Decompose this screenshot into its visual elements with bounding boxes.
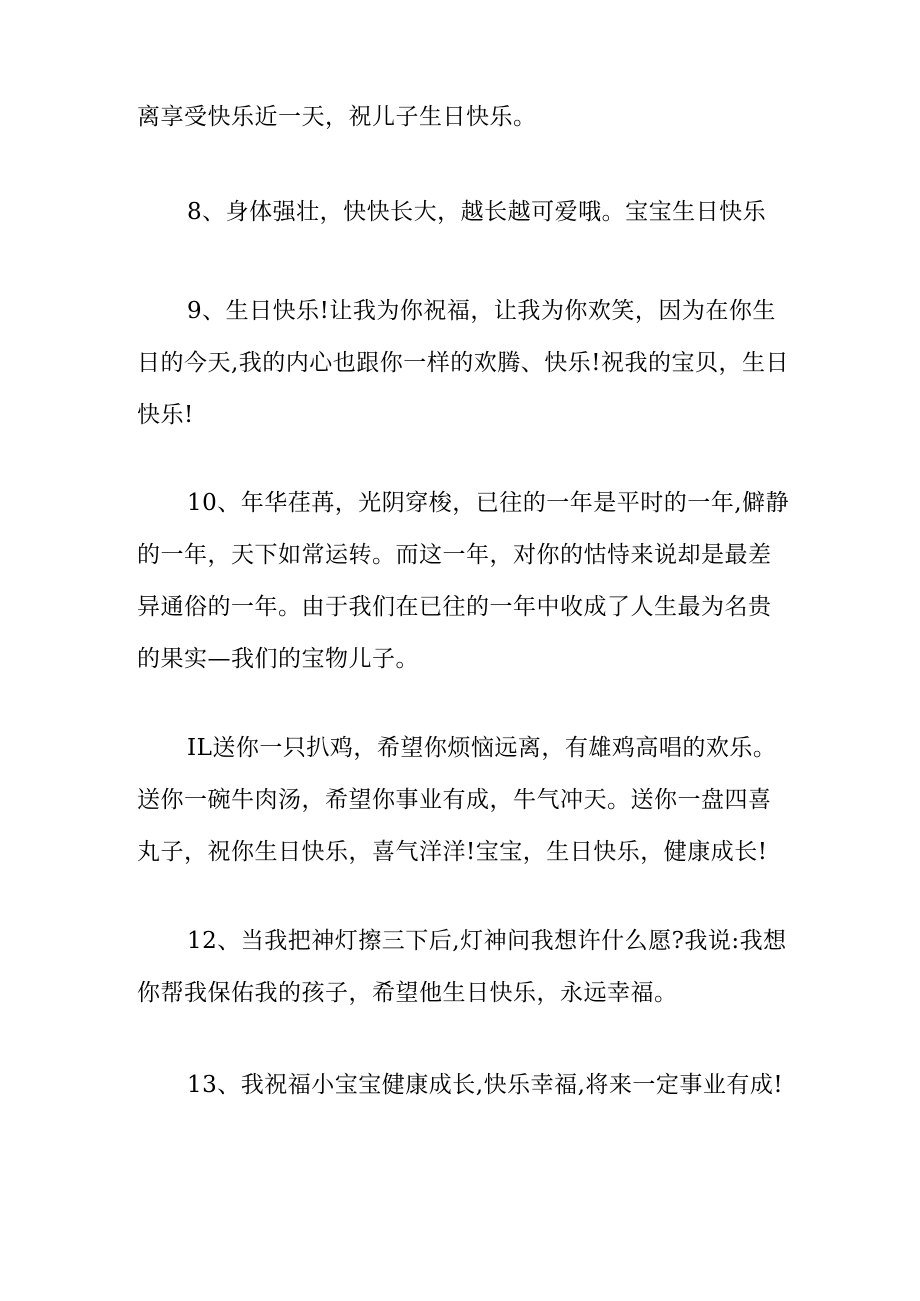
paragraph-item-9: 9、生日快乐!让我为你祝福，让我为你欢笑，因为在你生日的今天,我的内心也跟你一样的欢腾、快乐!祝我的宝贝，生日快乐! [137, 298, 790, 428]
paragraph-item-10: 10、年华荏苒，光阴穿梭，已往的一年是平时的一年,僻静的一年，天下如常运转。而这一年，对你的怙恃来说却是最差异通俗的一年。由于我们在已往的一年中收成了人生最为名贵的果实—我们的宝物儿子。 [137, 490, 790, 672]
paragraph-continuation: 离享受快乐近一天，祝儿子生日快乐。 [137, 104, 537, 130]
paragraph-item-12: 12、当我把神灯擦三下后,灯神问我想许什么愿?我说:我想你帮我保佑我的孩子，希望他生日快乐，永远幸福。 [137, 928, 787, 1006]
paragraph-item-8: 8、身体强壮，快快长大，越长越可爱哦。宝宝生日快乐 [187, 199, 767, 225]
paragraph-item-11: IL送你一只扒鸡，希望你烦恼远离，有雄鸡高唱的欢乐。送你一碗牛肉汤，希望你事业有成，牛气冲天。送你一盘四喜丸子，祝你生日快乐，喜气洋洋!宝宝，生日快乐，健康成长! [137, 735, 777, 865]
paragraph-item-13: 13、我祝福小宝宝健康成长,快乐幸福,将来一定事业有成! [187, 1072, 784, 1098]
